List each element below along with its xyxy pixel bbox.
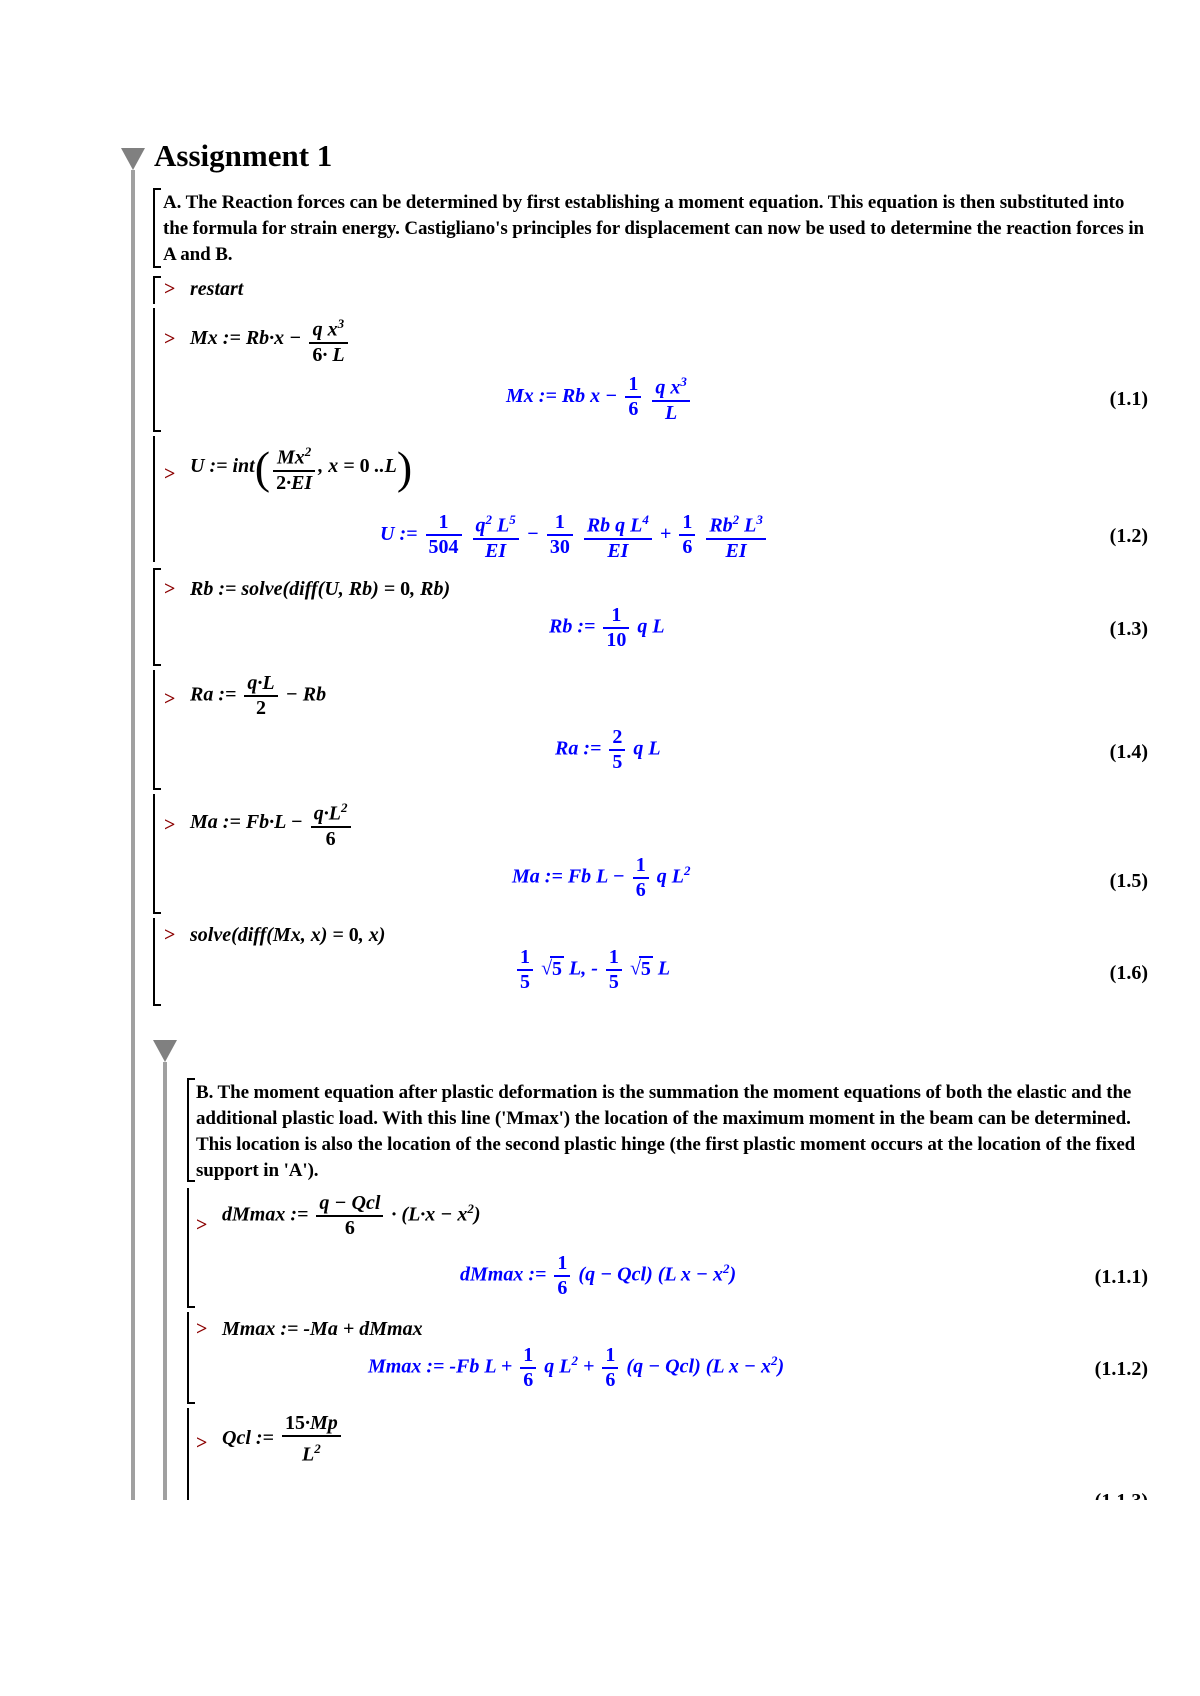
input-ma[interactable]: Ma := Fb·L − $\frac{q\cdot L^2}{6}$: [190, 796, 354, 851]
input-ra[interactable]: Ra := $\frac{q\cdot L}{2}$ − Rb: [190, 672, 327, 719]
input-prompt: >: [196, 1318, 208, 1340]
equation-label: (1.4): [1109, 741, 1148, 763]
input-mx[interactable]: Mx := Rb·x − $\frac{q x^3}{6\cdot L}$: [190, 312, 351, 367]
subsection-collapse-icon[interactable]: [153, 1040, 177, 1062]
input-prompt: >: [196, 1214, 208, 1236]
section-title: Assignment 1: [154, 138, 333, 173]
input-mmax[interactable]: Mmax := -Ma + dMmax: [222, 1318, 423, 1340]
exec-group-bracket: [153, 794, 155, 912]
text-group-tick: [187, 1180, 195, 1182]
viewport-cutoff: [0, 1500, 1200, 1696]
input-prompt: >: [164, 463, 176, 485]
exec-group-bracket: [187, 1188, 189, 1306]
exec-group-bracket: [187, 1408, 189, 1500]
bracket-tick: [153, 912, 161, 914]
input-prompt: >: [164, 924, 176, 946]
text-group-bracket: [153, 188, 155, 268]
subsection-bracket: [163, 1062, 167, 1500]
bracket-tick: [187, 1402, 195, 1404]
output-solve: $\frac{1}{5}$ √5 L, - $\frac{1}{5}$ √5 L: [514, 946, 670, 994]
text-group-tick: [153, 188, 161, 190]
input-u[interactable]: U := int( $\frac{Mx^2}{2\cdot EI}$ , x = 0 ..L): [190, 441, 413, 494]
exec-group-bracket: [153, 568, 155, 664]
output-mx: Mx := Rb x − $\frac{1}{6}$ $\frac{q x^3}{L}$: [506, 370, 693, 425]
section-bracket: [131, 170, 135, 1500]
equation-label: (1.2): [1109, 525, 1148, 547]
input-rb[interactable]: Rb := solve(diff(U, Rb) = 0, Rb): [190, 578, 451, 600]
input-restart[interactable]: restart: [190, 278, 244, 300]
section-collapse-icon[interactable]: [121, 148, 145, 170]
input-prompt: >: [164, 578, 176, 600]
text-group-tick: [187, 1078, 195, 1080]
input-prompt: >: [196, 1432, 208, 1454]
output-ra: Ra := $\frac{2}{5}$ q L: [555, 726, 661, 773]
equation-label: [1095, 1490, 1148, 1500]
bracket-tick: [153, 276, 161, 278]
paragraph-b: B. The moment equation after plastic deformation is the summation the moment equations of both the elastic and the additional plastic load. With this line ('Mmax') the location of the maximum moment in the beam can be determined. This location is also the location of the second plastic hinge (the first plastic moment occurs at the location of the fixed support in 'A').: [196, 1082, 1136, 1181]
input-prompt: >: [164, 328, 176, 350]
input-qcl[interactable]: Qcl := $\frac{15\cdot Mp}{L^2}$: [222, 1412, 344, 1467]
bracket-tick: [153, 664, 161, 666]
input-dmmax[interactable]: dMmax := $\frac{\text{q − Qcl}}{6}$ · $(L\cdot x - x^2)$: [222, 1192, 481, 1239]
input-prompt: >: [164, 814, 176, 836]
exec-group-bracket: [187, 1312, 189, 1402]
bracket-tick: [153, 1004, 161, 1006]
output-rb: Rb := $\frac{1}{10}$ q L: [549, 604, 665, 651]
bracket-tick: [153, 430, 161, 432]
exec-group-bracket: [153, 276, 155, 304]
input-prompt: >: [164, 688, 176, 710]
output-dmmax: dMmax := $\frac{1}{6}$ (q − Qcl) (L $x - x^2$): [460, 1252, 737, 1299]
exec-group-bracket: [153, 918, 155, 1006]
input-prompt: >: [164, 278, 176, 300]
equation-label: (1.1): [1109, 388, 1148, 410]
paragraph-a: A. The Reaction forces can be determined by first establishing a moment equation. This equation is then substituted into the formula for strain energy. Castigliano's principles for displacement can now be used to determine the reaction forces in A and B.: [163, 192, 1144, 265]
exec-group-bracket: [153, 670, 155, 788]
text-group-bracket: [187, 1078, 189, 1182]
bracket-tick: [153, 568, 161, 570]
output-mmax: Mmax := -Fb L + $\frac{1}{6}$ q $L^2$ + $\frac{1}{6}$ (q − Qcl) (L $x - x^2$): [368, 1344, 785, 1391]
equation-label: (1.5): [1109, 870, 1148, 892]
bracket-tick: [153, 788, 161, 790]
equation-label: (1.6): [1109, 962, 1148, 984]
equation-label: (1.1.2): [1094, 1358, 1148, 1380]
bracket-tick: [187, 1306, 195, 1308]
exec-group-bracket: [153, 436, 155, 562]
output-u: U := $\frac{1}{504}$ $\frac{q^2 L^5}{EI}$ − $\frac{1}{30}$ $\frac{Rb q L^4}{EI}$ + $\frac{1}{6}$ $\frac{Rb^2 L^3}{EI}$: [380, 508, 769, 563]
equation-label: (1.3): [1109, 618, 1148, 640]
equation-label: (1.1.1): [1094, 1266, 1148, 1288]
output-ma: Ma := Fb L − $\frac{1}{6}$ q $L^2$: [512, 854, 691, 901]
text-group-tick: [153, 266, 161, 268]
input-solve[interactable]: solve(diff(Mx, x) = 0, x): [190, 924, 386, 946]
exec-group-bracket: [153, 308, 155, 430]
